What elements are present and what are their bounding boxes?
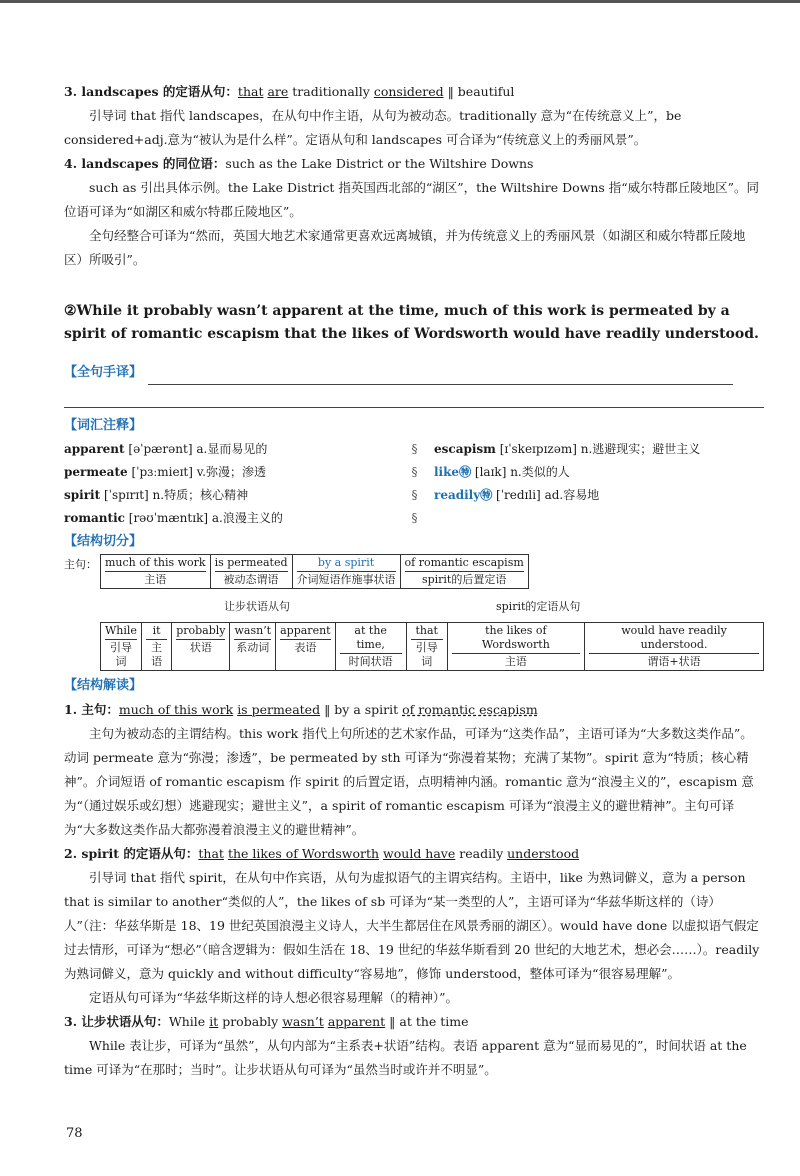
sec3-trad: traditionally <box>292 84 370 99</box>
struct-cell: it 主语 <box>142 623 172 670</box>
sub-clause-box <box>100 622 764 671</box>
sec3-tail: ‖ beautiful <box>447 84 515 99</box>
structure-label: 【结构切分】 <box>64 534 143 549</box>
vocab-item: permeate [ˈpɜːmieɪt] v.弥漫；渗透 <box>64 465 266 479</box>
analysis-1-heading: 1. 主句：much of this work is permeated ‖ by a spirit of romantic escapism <box>64 702 538 717</box>
structure-diagram <box>64 554 764 674</box>
analysis-2-summary: 定语从句可译为“华兹华斯这样的诗人想必很容易理解（的精神）”。 <box>89 990 459 1005</box>
vocab-label: 【词汇注释】 <box>64 418 143 433</box>
translate-row <box>64 360 764 385</box>
vocab-item: escapism [ɪˈskeɪpɪzəm] n.逃避现实；避世主义 <box>434 442 701 456</box>
vocab-item: like㊕ [laɪk] n.类似的人 <box>434 465 570 479</box>
page-body <box>64 80 764 1082</box>
analysis-2-paragraph: 引导词 that 指代 spirit，在从句中作宾语，从句为虚拟语气的主谓宾结构。主语中，like 为熟词僻义，意为 a person that is similar to another“类似的人”，the likes of sb 可译为“某一类型的人”，主语可译为“华兹华斯这样的（诗）人”（注：华兹华斯是 18、19 世纪英国浪漫主义诗人，大半生都居住在风景秀丽的湖区）。would have done 以虚拟语气假定过去情形，可译为“想必”（暗含逻辑为：假如生活在 18、19 世纪的华兹华斯看到 20 世纪的大地艺术，想必会……）。readily 为熟词僻义，意为 quickly and without difficulty“容易地”，修饰 understood，整体可译为“很容易理解”。 <box>64 870 760 981</box>
analysis-label: 【结构解读】 <box>64 678 143 693</box>
main-clause-box <box>100 554 529 589</box>
analysis-3-paragraph: While 表让步，可译为“虽然”，从句内部为“主系表+状语”结构。表语 apparent 意为“显而易见的”，时间状语 at the time 可译为“在那时；当时”。让步状语从句可译为“虽然当时或许并不明显”。 <box>64 1038 747 1077</box>
analysis-3-heading: 3. 让步状语从句：While it probably wasn’t apparent ‖ at the time <box>64 1014 469 1029</box>
struct-cell: would have readily understood. 谓语+状语 <box>585 623 763 670</box>
vocab-right <box>434 438 764 530</box>
page-number: 78 <box>66 1126 83 1141</box>
answer-line-1[interactable] <box>148 370 733 385</box>
vocab-item: apparent [əˈpærənt] a.显而易见的 <box>64 442 268 456</box>
analysis-2-heading: 2. spirit 的定语从句：that the likes of Wordsworth would have readily understood <box>64 846 580 861</box>
vocab-left <box>64 438 394 530</box>
struct-cell: much of this work 主语 <box>101 555 211 588</box>
struct-cell: that 引导词 <box>407 623 448 670</box>
sec4-head-label: 4. landscapes 的同位语： <box>64 156 226 171</box>
struct-cell: While 引导词 <box>101 623 142 670</box>
vocab-item: romantic [rəʊˈmæntɪk] a.浪漫主义的 <box>64 511 283 525</box>
sec4-head-text: such as the Lake District or the Wiltshire Downs <box>225 156 534 171</box>
sec3-that: that <box>237 84 264 99</box>
sec3-are: are <box>267 84 289 99</box>
key-sentence: ②While it probably wasn’t apparent at the time, much of this work is permeated by a spirit of romantic escapism that the likes of Wordsworth would have readily understood. <box>64 303 759 342</box>
top-rule <box>0 0 800 3</box>
struct-cell: by a spirit 介词短语作施事状语 <box>293 555 401 588</box>
sec3-heading <box>64 80 764 104</box>
translate-label: 【全句手译】 <box>64 365 143 380</box>
analysis-1-paragraph: 主句为被动态的主谓结构。this work 指代上句所述的艺术家作品，可译为“这类作品”，主语可译为“大多数这类作品”。动词 permeate 意为“弥漫；渗透”，be permeated by sth 可译为“弥漫着某物；充满了某物”。spirit 意为“特质；核心精神”。介词短语 of romantic escapism 作 spirit 的后置定语，点明精神内涵。romantic 意为“浪漫主义的”，escapism 意为“（通过娱乐或幻想）逃避现实；避世主义”，a spirit of romantic escapism 可译为“浪漫主义的避世精神”。主句可译为“大多数这类作品大都弥漫着浪漫主义的避世精神”。 <box>64 726 754 837</box>
sec3-paragraph: 引导词 that 指代 landscapes，在从句中作主语，从句为被动态。traditionally 意为“在传统意义上”，be considered+adj.意为“被认为是什么样”。定语从句和 landscapes 可合译为“传统意义上的秀丽风景”。 <box>64 108 682 147</box>
relative-annotation: spirit的定语从句 <box>496 600 581 613</box>
struct-cell: the likes of Wordsworth 主语 <box>448 623 585 670</box>
struct-cell: at the time, 时间状语 <box>336 623 407 670</box>
vocab-table <box>64 438 764 530</box>
sec4-summary: 全句经整合可译为“然而，英国大地艺术家通常更喜欢远离城镇，并为传统意义上的秀丽风景（如湖区和威尔特郡丘陵地区）所吸引”。 <box>64 228 746 267</box>
vocab-item: spirit [ˈspɪrɪt] n.特质；核心精神 <box>64 488 249 502</box>
sec3-head-label: 3. landscapes 的定语从句： <box>64 84 238 99</box>
struct-cell: of romantic escapism spirit的后置定语 <box>404 556 524 586</box>
sec3-considered: considered <box>373 84 444 99</box>
struct-cell: apparent 表语 <box>276 623 335 670</box>
main-clause-label: 主句： <box>64 558 97 571</box>
vocab-item: readily㊕ [ˈredɪli] ad.容易地 <box>434 488 600 502</box>
struct-cell: probably 状语 <box>172 623 230 670</box>
vocab-divider: § § § § <box>411 442 417 525</box>
sec4-heading <box>64 152 764 176</box>
sec4-paragraph: such as 引出具体示例。the Lake District 指英国西北部的“湖区”，the Wiltshire Downs 指“威尔特郡丘陵地区”。同位语可译为“如湖区和威尔特郡丘陵地区”。 <box>64 180 760 219</box>
struct-cell: wasn’t 系动词 <box>230 623 276 670</box>
struct-cell: is permeated 被动态谓语 <box>211 555 293 588</box>
concession-annotation: 让步状语从句 <box>224 600 290 613</box>
answer-line-2[interactable] <box>64 385 764 408</box>
